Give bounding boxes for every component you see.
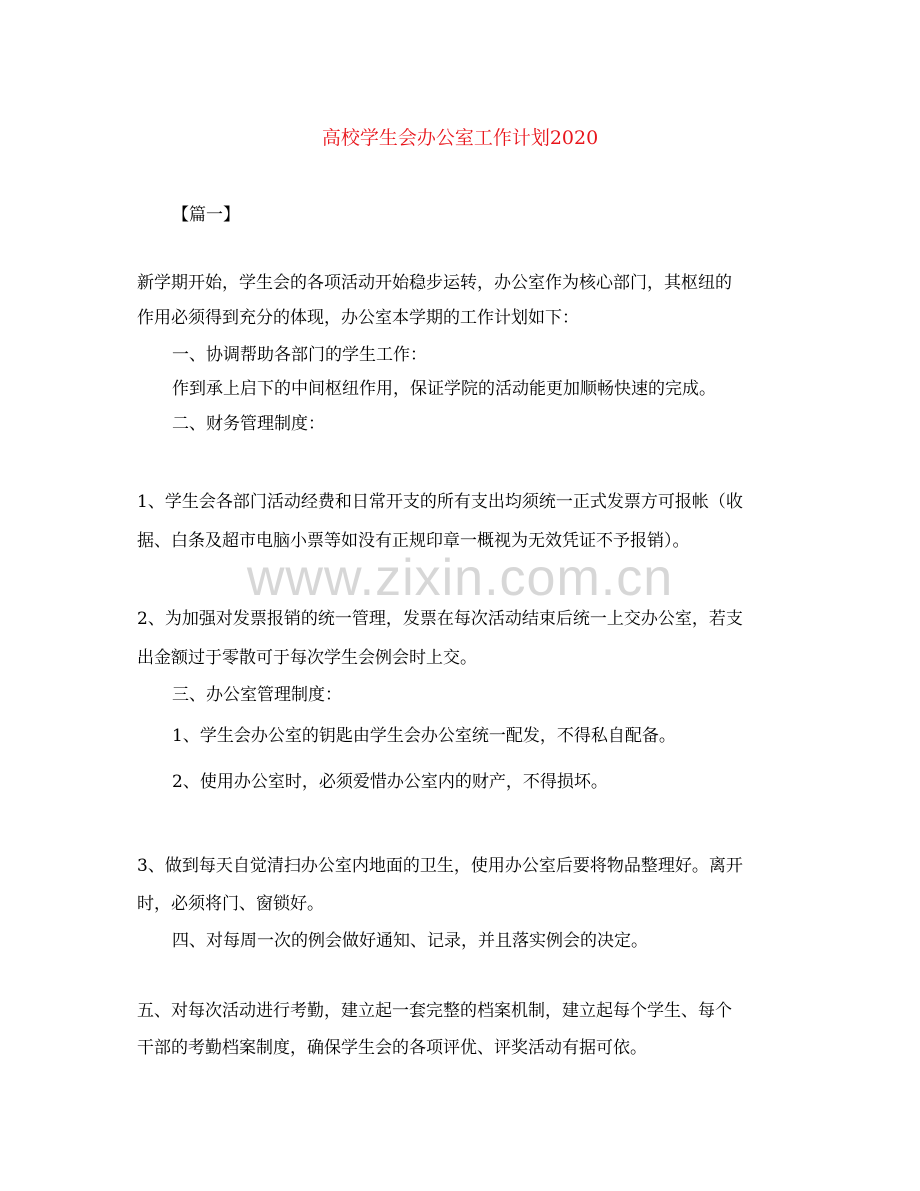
office-item-1: 1、学生会办公室的钥匙由学生会办公室统一配发，不得私自配备。 — [172, 726, 676, 746]
section-header: 【篇一】 — [172, 205, 240, 225]
heading-office: 三、办公室管理制度： — [172, 685, 342, 705]
heading-coordinate-text: 作到承上启下的中间枢纽作用，保证学院的活动能更加顺畅快速的完成。 — [172, 379, 716, 399]
office-item-2: 2、使用办公室时，必须爱惜办公室内的财产，不得损坏。 — [172, 772, 608, 792]
intro-line-1: 新学期开始，学生会的各项活动开始稳步运转，办公室作为核心部门，其枢纽的 — [137, 273, 732, 293]
office-item-3-line-1: 3、做到每天自觉清扫办公室内地面的卫生，使用办公室后要将物品整理好。离开 — [137, 856, 743, 876]
document-title: 高校学生会办公室工作计划2020 — [321, 127, 599, 149]
finance-item-1-line-1: 1、学生会各部门活动经费和日常开支的所有支出均须统一正式发票方可报帐（收 — [137, 492, 743, 512]
office-item-3-line-2: 时，必须将门、窗锁好。 — [137, 894, 324, 914]
heading-coordinate: 一、协调帮助各部门的学生工作： — [172, 345, 427, 365]
heading-attendance-line-2: 干部的考勤档案制度，确保学生会的各项评优、评奖活动有据可依。 — [137, 1038, 647, 1058]
heading-attendance-line-1: 五、对每次活动进行考勤，建立起一套完整的档案机制，建立起每个学生、每个 — [137, 1001, 732, 1021]
watermark: www.zixin.com.cn — [246, 549, 674, 607]
finance-item-1-line-2: 据、白条及超市电脑小票等如没有正规印章一概视为无效凭证不予报销）。 — [137, 531, 690, 551]
heading-meeting: 四、对每周一次的例会做好通知、记录，并且落实例会的决定。 — [172, 931, 648, 951]
heading-finance: 二、财务管理制度： — [172, 414, 325, 434]
intro-line-2: 作用必须得到充分的体现，办公室本学期的工作计划如下： — [137, 308, 579, 328]
finance-item-2-line-1: 2、为加强对发票报销的统一管理，发票在每次活动结束后统一上交办公室，若支 — [137, 609, 743, 629]
finance-item-2-line-2: 出金额过于零散可于每次学生会例会时上交。 — [137, 648, 477, 668]
